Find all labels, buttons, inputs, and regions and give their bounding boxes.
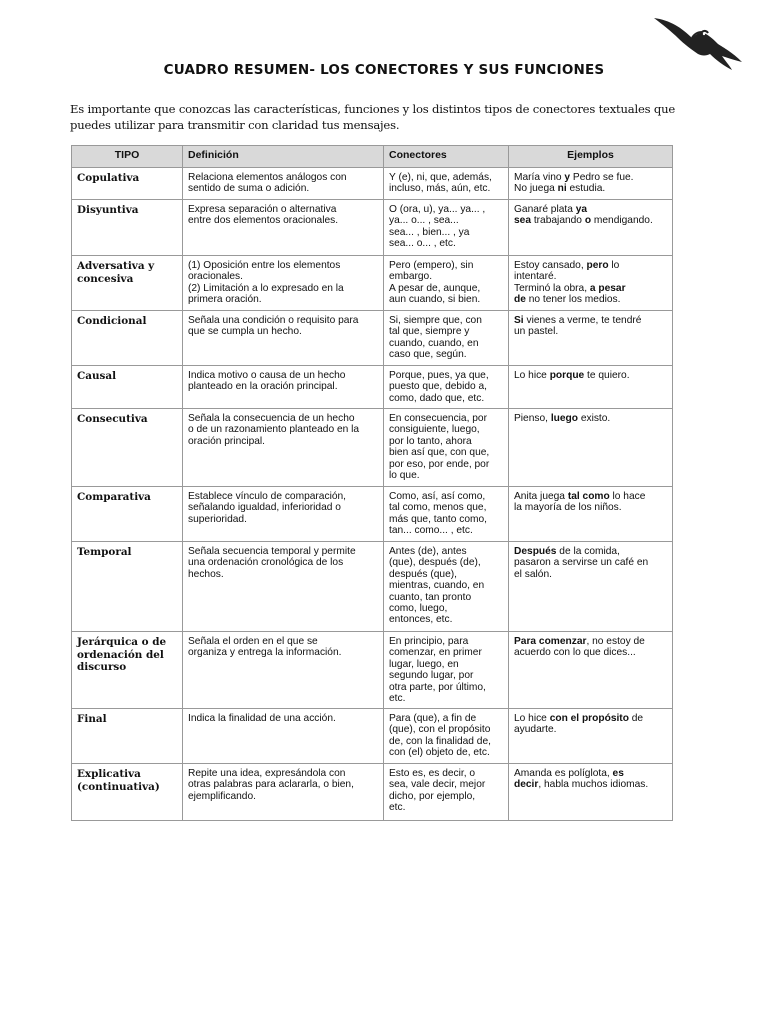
cell-line: sea... , bien... , ya <box>389 226 470 238</box>
cell-tipo <box>72 487 183 542</box>
cell-line: que se cumpla un hecho. <box>188 326 302 338</box>
example-text: pasaron a servirse un café en <box>514 557 649 569</box>
cell-line: segundo lugar, por <box>389 670 474 682</box>
example-text: mendigando. <box>591 215 653 227</box>
table-header-row <box>72 146 673 168</box>
cell-line: (que), con el propósito <box>389 724 491 736</box>
cell-conectores <box>384 366 509 409</box>
cell-line: una ordenación cronológica de los <box>188 557 344 569</box>
example-text: Ganaré plata <box>514 204 576 215</box>
cell-line: (continuativa) <box>77 780 160 793</box>
cell-line: entre dos elementos oracionales. <box>188 215 339 227</box>
cell-line: Condicional <box>77 315 147 327</box>
example-text: Anita juega <box>514 491 568 502</box>
cell-line: Copulativa <box>77 172 140 184</box>
cell-line <box>514 724 667 735</box>
example-text: no tener los medios. <box>525 294 621 306</box>
cell-tipo <box>72 311 183 366</box>
cell-line <box>514 260 667 271</box>
cell-line <box>514 204 667 215</box>
cell-tipo <box>72 366 183 409</box>
example-text: te quiero. <box>584 370 630 381</box>
cell-conectores <box>384 632 509 709</box>
cell-line: Adversativa y <box>77 260 155 272</box>
highlighted-connector: porque <box>549 370 585 381</box>
cell-line <box>514 370 667 381</box>
cell-line <box>514 502 667 513</box>
cell-line: después (que), <box>389 568 457 580</box>
highlighted-connector: es <box>612 768 624 779</box>
highlighted-connector: Si <box>514 315 524 326</box>
cell-line: ya... o... , sea... <box>389 215 459 227</box>
cell-line <box>514 713 667 724</box>
cell-line: etc. <box>389 802 406 814</box>
cell-line: señalando igualdad, inferioridad o <box>188 502 341 514</box>
example-text: No juega <box>514 183 558 195</box>
table-row <box>72 632 673 709</box>
cell-ejemplos <box>509 311 673 366</box>
example-text: , habla muchos idiomas. <box>538 779 649 791</box>
cell-line: En principio, para <box>389 636 469 647</box>
cell-line <box>514 215 667 226</box>
cell-line <box>514 546 667 557</box>
cell-line: superioridad. <box>188 513 247 525</box>
example-text: Lo hice <box>514 713 550 724</box>
connectors-table <box>71 145 673 821</box>
cell-conectores <box>384 256 509 311</box>
cell-tipo <box>72 542 183 632</box>
condor-logo <box>652 10 744 70</box>
cell-line: Antes (de), antes <box>389 546 467 557</box>
cell-definicion <box>183 168 384 200</box>
cell-line: Repite una idea, expresándola con <box>188 768 346 779</box>
example-text: Lo hice <box>514 370 550 381</box>
example-text: acuerdo con lo que dices... <box>514 647 636 659</box>
example-text: lo <box>608 260 620 271</box>
highlighted-connector: ya <box>575 204 588 215</box>
cell-line: aun cuando, si bien. <box>389 294 481 306</box>
cell-line: por eso, por ende, por <box>389 458 490 470</box>
cell-line: Establece vínculo de comparación, <box>188 491 346 502</box>
cell-line: tan... como... , etc. <box>389 525 473 537</box>
cell-ejemplos <box>509 200 673 256</box>
cell-line: cuando, cuando, en <box>389 337 479 349</box>
example-text: Estoy cansado, <box>514 260 587 271</box>
cell-line: Consecutiva <box>77 413 148 425</box>
cell-line: A pesar de, aunque, <box>389 282 481 294</box>
table-row <box>72 200 673 256</box>
cell-line <box>514 636 667 647</box>
cell-line: Temporal <box>77 546 132 558</box>
cell-line: Causal <box>77 370 117 382</box>
cell-line: planteado en la oración principal. <box>188 381 338 393</box>
cell-line: tal como, menos que, <box>389 502 487 514</box>
cell-tipo <box>72 632 183 709</box>
example-text: Amanda es políglota, <box>514 768 613 779</box>
cell-definicion <box>183 632 384 709</box>
cell-line: caso que, según. <box>389 349 467 361</box>
cell-line: (1) Oposición entre los elementos <box>188 260 341 271</box>
cell-line: Señala secuencia temporal y permite <box>188 546 356 557</box>
example-text: la mayoría de los niños. <box>514 502 622 514</box>
cell-line: Pero (empero), sin <box>389 260 474 271</box>
table-body <box>72 168 673 821</box>
cell-definicion <box>183 200 384 256</box>
cell-ejemplos <box>509 542 673 632</box>
highlighted-connector: sea <box>514 215 531 227</box>
cell-line <box>514 768 667 779</box>
highlighted-connector: tal como <box>567 491 610 502</box>
table-row <box>72 487 673 542</box>
example-text: María vino <box>514 172 565 183</box>
cell-line <box>514 172 667 183</box>
cell-line: O (ora, u), ya... ya... , <box>389 204 486 215</box>
cell-line: lugar, luego, en <box>389 658 459 670</box>
cell-conectores <box>384 311 509 366</box>
cell-line: como, luego, <box>389 603 448 615</box>
cell-line: hechos. <box>188 568 224 580</box>
cell-definicion <box>183 764 384 821</box>
example-text: Pienso, <box>514 413 551 424</box>
cell-line: bien así que, con que, <box>389 447 490 459</box>
cell-definicion <box>183 311 384 366</box>
header-definicion: Definición <box>183 146 384 168</box>
cell-line: discurso <box>77 661 127 673</box>
cell-line <box>514 271 667 282</box>
cell-line <box>514 647 667 658</box>
highlighted-connector: a pesar <box>589 282 626 294</box>
cell-line <box>514 491 667 502</box>
cell-conectores <box>384 200 509 256</box>
cell-conectores <box>384 542 509 632</box>
cell-line: cuanto, tan pronto <box>389 591 472 603</box>
example-text: Pedro se fue. <box>570 172 634 183</box>
cell-line: Señala el orden en el que se <box>188 636 318 647</box>
cell-line: como, dado que, etc. <box>389 392 485 404</box>
cell-tipo <box>72 709 183 764</box>
example-text: de la comida, <box>556 546 620 557</box>
cell-conectores <box>384 409 509 487</box>
cell-line: entonces, etc. <box>389 614 453 626</box>
example-text: , no estoy de <box>586 636 645 647</box>
cell-ejemplos <box>509 764 673 821</box>
cell-line: puesto que, debido a, <box>389 381 487 393</box>
cell-line: tal que, siempre y <box>389 326 470 338</box>
cell-line: Jerárquica o de <box>77 636 167 648</box>
cell-line: por lo tanto, ahora <box>389 435 472 447</box>
cell-line: embargo. <box>389 271 433 283</box>
cell-definicion <box>183 709 384 764</box>
cell-line: Expresa separación o alternativa <box>188 204 337 215</box>
cell-line: En consecuencia, por <box>389 413 487 424</box>
table-row <box>72 168 673 200</box>
cell-line <box>514 413 667 424</box>
cell-line: ejemplificando. <box>188 790 256 802</box>
cell-line: ordenación del <box>77 648 164 661</box>
example-text: Terminó la obra, <box>514 282 590 294</box>
cell-tipo <box>72 256 183 311</box>
cell-line: Porque, pues, ya que, <box>389 370 489 381</box>
highlighted-connector: y <box>564 172 571 183</box>
cell-line: concesiva <box>77 272 134 285</box>
cell-line: Para (que), a fin de <box>389 713 477 724</box>
table-row <box>72 311 673 366</box>
cell-line: (2) Limitación a lo expresado en la <box>188 282 344 294</box>
cell-line <box>514 326 667 337</box>
cell-line: Disyuntiva <box>77 204 139 216</box>
example-text: el salón. <box>514 568 552 580</box>
highlighted-connector: con el propósito <box>549 713 629 724</box>
table-row <box>72 366 673 409</box>
cell-line: comenzar, en primer <box>389 647 482 659</box>
cell-line: sentido de suma o adición. <box>188 183 310 195</box>
highlighted-connector: Después <box>514 546 557 557</box>
highlighted-connector: decir <box>514 779 539 791</box>
example-text: existo. <box>577 413 611 424</box>
example-text: intentaré. <box>514 271 557 283</box>
cell-ejemplos <box>509 168 673 200</box>
cell-definicion <box>183 542 384 632</box>
cell-line: Comparativa <box>77 491 151 503</box>
cell-ejemplos <box>509 366 673 409</box>
cell-line <box>514 557 667 568</box>
cell-line: otra parte, por último, <box>389 681 486 693</box>
cell-line: Esto es, es decir, o <box>389 768 476 779</box>
cell-tipo <box>72 200 183 256</box>
example-text: lo hace <box>609 491 646 502</box>
cell-definicion <box>183 487 384 542</box>
example-text: ayudarte. <box>514 724 557 736</box>
cell-line: Indica la finalidad de una acción. <box>188 713 336 724</box>
cell-tipo <box>72 409 183 487</box>
cell-line <box>514 183 667 194</box>
cell-line: sea... o... , etc. <box>389 238 456 250</box>
cell-line <box>514 569 667 580</box>
highlighted-connector: pero <box>586 260 609 271</box>
cell-line: o de un razonamiento planteado en la <box>188 424 360 436</box>
example-text: estudia. <box>566 183 606 195</box>
cell-line: oración principal. <box>188 435 266 447</box>
cell-conectores <box>384 487 509 542</box>
cell-line: sea, vale decir, mejor <box>389 779 486 791</box>
cell-conectores <box>384 168 509 200</box>
header-ejemplos: Ejemplos <box>509 146 673 168</box>
cell-line: Relaciona elementos análogos con <box>188 172 347 183</box>
cell-line <box>514 283 667 294</box>
cell-ejemplos <box>509 409 673 487</box>
highlighted-connector: luego <box>550 413 578 424</box>
cell-tipo <box>72 764 183 821</box>
example-text: de <box>628 713 644 724</box>
cell-line: consiguiente, luego, <box>389 424 480 436</box>
cell-ejemplos <box>509 709 673 764</box>
cell-line: Como, así, así como, <box>389 491 486 502</box>
page-title: CUADRO RESUMEN- LOS CONECTORES Y SUS FUNCIONES <box>163 62 605 78</box>
cell-definicion <box>183 409 384 487</box>
cell-line: Explicativa <box>77 768 141 780</box>
header-conectores: Conectores <box>384 146 509 168</box>
cell-line: más que, tanto como, <box>389 513 487 525</box>
cell-line: otras palabras para aclararla, o bien, <box>188 779 354 791</box>
table-row <box>72 409 673 487</box>
cell-line: etc. <box>389 693 406 705</box>
table-row <box>72 256 673 311</box>
cell-line: Indica motivo o causa de un hecho <box>188 370 346 381</box>
cell-line: Final <box>77 713 107 725</box>
example-text: un pastel. <box>514 326 559 338</box>
cell-line: Y (e), ni, que, además, <box>389 172 492 183</box>
cell-line <box>514 779 667 790</box>
cell-line: de, con la finalidad de, <box>389 735 491 747</box>
cell-line: Señala una condición o requisito para <box>188 315 359 326</box>
cell-line: lo que. <box>389 470 420 482</box>
cell-line: organiza y entrega la información. <box>188 647 342 659</box>
table-row <box>72 709 673 764</box>
cell-line: primera oración. <box>188 294 262 306</box>
table-row <box>72 542 673 632</box>
cell-line: oracionales. <box>188 271 243 283</box>
cell-line: con (el) objeto de, etc. <box>389 747 490 759</box>
cell-line: mientras, cuando, en <box>389 580 485 592</box>
cell-line: dicho, por ejemplo, <box>389 790 476 802</box>
highlighted-connector: de <box>514 294 526 306</box>
cell-ejemplos <box>509 256 673 311</box>
cell-line: incluso, más, aún, etc. <box>389 183 491 195</box>
cell-definicion <box>183 366 384 409</box>
intro-paragraph: Es importante que conozcas las características, funciones y los distintos tipos de conectores textuales que puedes utilizar para transmitir con claridad tus mensajes. <box>70 102 676 132</box>
cell-line <box>514 294 667 305</box>
cell-line: (que), después (de), <box>389 557 481 569</box>
cell-line <box>514 315 667 326</box>
table-row <box>72 764 673 821</box>
highlighted-connector: o <box>584 215 592 227</box>
cell-line: Señala la consecuencia de un hecho <box>188 413 355 424</box>
header-tipo: TIPO <box>72 146 183 168</box>
cell-conectores <box>384 764 509 821</box>
cell-tipo <box>72 168 183 200</box>
highlighted-connector: Para comenzar <box>514 636 587 647</box>
cell-ejemplos <box>509 487 673 542</box>
example-text: trabajando <box>531 215 585 227</box>
cell-ejemplos <box>509 632 673 709</box>
cell-definicion <box>183 256 384 311</box>
highlighted-connector: ni <box>557 183 567 195</box>
cell-conectores <box>384 709 509 764</box>
example-text: vienes a verme, te tendré <box>523 315 642 326</box>
cell-line: Si, siempre que, con <box>389 315 482 326</box>
